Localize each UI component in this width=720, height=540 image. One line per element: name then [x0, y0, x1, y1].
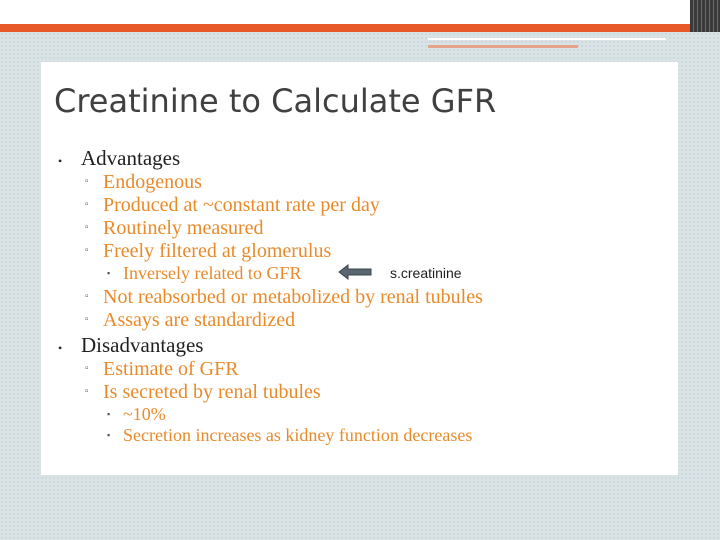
square-outline-bullet-icon: ▫	[85, 291, 89, 302]
accent-line-white	[428, 38, 666, 40]
advantage-item: Not reabsorbed or metabolized by renal tubules	[103, 286, 483, 308]
disadvantage-sub-item: ~10%	[123, 404, 166, 424]
advantage-item: Produced at ~constant rate per day	[103, 194, 380, 216]
small-square-bullet-icon: ▪	[107, 268, 111, 278]
slide-title: Creatinine to Calculate GFR	[54, 82, 497, 120]
advantage-item: Freely filtered at glomerulus	[103, 240, 332, 262]
small-square-bullet-icon: ▪	[107, 430, 111, 440]
square-outline-bullet-icon: ▫	[85, 363, 89, 374]
round-bullet-icon: •	[58, 341, 63, 355]
square-outline-bullet-icon: ▫	[85, 314, 89, 325]
advantages-heading: Advantages	[81, 146, 181, 170]
square-outline-bullet-icon: ▫	[85, 176, 89, 187]
advantage-item: Routinely measured	[103, 217, 264, 239]
annotation-text: s.creatinine	[390, 265, 462, 281]
square-outline-bullet-icon: ▫	[85, 199, 89, 210]
disadvantage-item: Estimate of GFR	[103, 358, 239, 380]
top-header-band	[0, 0, 720, 24]
disadvantage-sub-item: Secretion increases as kidney function decreases	[123, 425, 473, 445]
disadvantages-heading: Disadvantages	[81, 333, 204, 357]
corner-decoration	[690, 0, 720, 32]
orange-accent-stripe	[0, 24, 700, 32]
small-square-bullet-icon: ▪	[107, 409, 111, 419]
square-outline-bullet-icon: ▫	[85, 386, 89, 397]
advantage-item: Assays are standardized	[103, 309, 296, 331]
advantage-item: Endogenous	[103, 171, 202, 193]
disadvantage-item: Is secreted by renal tubules	[103, 381, 321, 403]
left-arrow-icon	[338, 264, 372, 280]
square-outline-bullet-icon: ▫	[85, 222, 89, 233]
slide-content-panel	[41, 62, 678, 475]
square-outline-bullet-icon: ▫	[85, 245, 89, 256]
round-bullet-icon: •	[58, 154, 63, 168]
accent-line-orange	[428, 45, 578, 48]
advantage-sub-item: Inversely related to GFR	[123, 263, 302, 283]
